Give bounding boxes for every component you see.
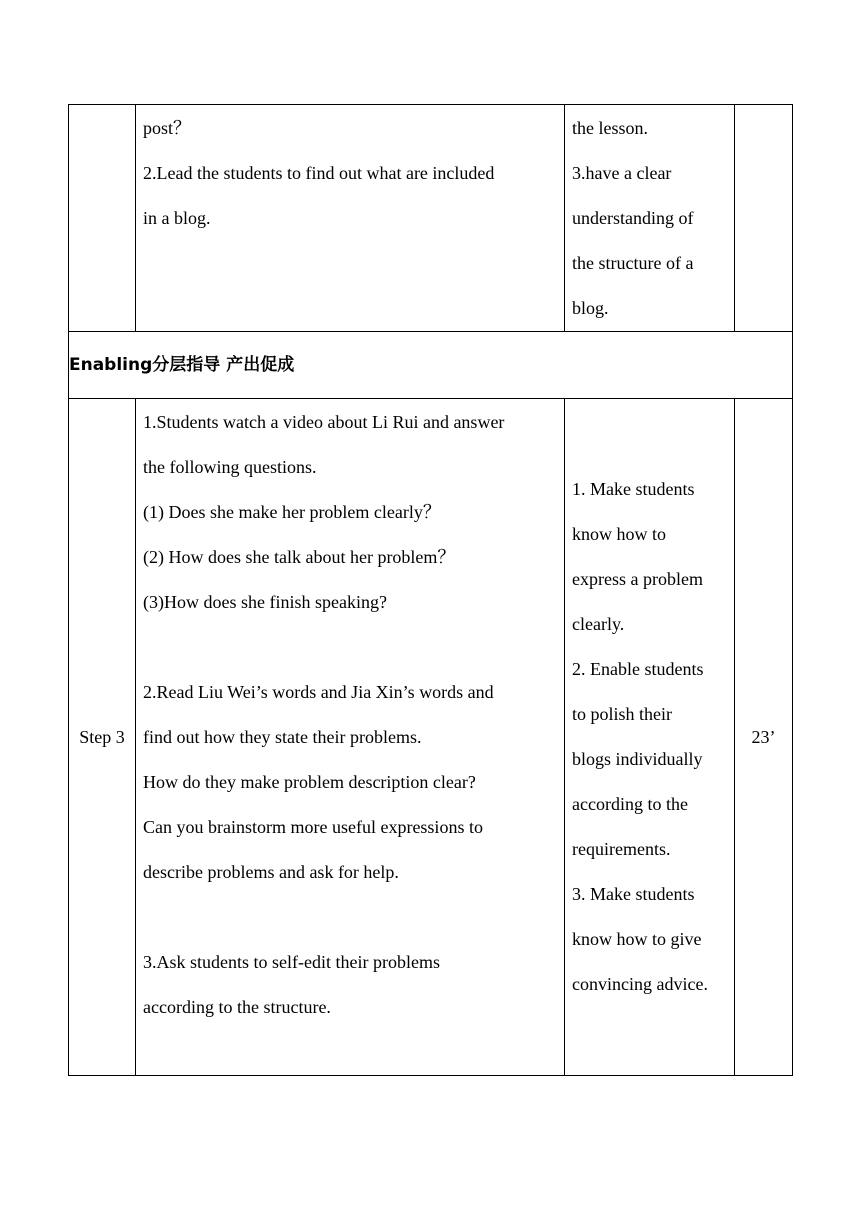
aim-line: express a problem [572,569,703,589]
blank-line [143,625,558,670]
aim-line: 2. Enable students [572,659,704,679]
step-cell [69,105,136,332]
activity-line: 2.Lead the students to find out what are included [143,163,495,183]
aim-line: the lesson. [572,118,648,138]
activities-cell [136,399,565,1076]
activity-line: the following questions. [143,457,317,477]
aim-line: know how to give [572,929,702,949]
table-row [69,399,793,1076]
aim-line: know how to [572,524,666,544]
aim-line: blog. [572,298,609,318]
activity-line: (1) Does she make her problem clearly？ [143,502,441,522]
activity-line: How do they make problem description clear? [143,772,476,792]
aims-cell [565,105,735,332]
time-cell [735,105,793,332]
aim-line: requirements. [572,839,671,859]
activity-line: (2) How does she talk about her problem？ [143,547,456,567]
activity-line: post？ [143,118,192,138]
blank-line [143,895,558,940]
activity-line: according to the structure. [143,997,331,1017]
activity-line: 2.Read Liu Wei’s words and Jia Xin’s words and [143,682,494,702]
aim-line: clearly. [572,614,625,634]
activity-line: 3.Ask students to self-edit their problems [143,952,440,972]
lesson-plan-table [68,104,793,1076]
activity-line: Can you brainstorm more useful expressions to [143,817,483,837]
aim-line: 3.have a clear [572,163,672,183]
aim-line: blogs individually [572,749,703,769]
activities-cell [136,105,565,332]
stage-heading: Enabling分层指导 产出促成 [69,332,793,399]
aim-line: understanding of [572,208,694,228]
activity-line: 1.Students watch a video about Li Rui and answer [143,412,505,432]
aim-line: according to the [572,794,688,814]
activity-line: in a blog. [143,208,211,228]
aim-line: convincing advice. [572,974,708,994]
table-row [69,105,793,332]
table-row [69,332,793,399]
aim-line: 3. Make students [572,884,695,904]
activity-line: describe problems and ask for help. [143,862,399,882]
aim-line: the structure of a [572,253,694,273]
step-cell: Step 3 [69,399,136,1076]
aims-cell [565,399,735,1076]
activity-line: (3)How does she finish speaking? [143,592,387,612]
activity-line: find out how they state their problems. [143,727,422,747]
time-cell: 23’ [735,399,793,1076]
aim-line: to polish their [572,704,672,724]
aim-line: 1. Make students [572,479,695,499]
